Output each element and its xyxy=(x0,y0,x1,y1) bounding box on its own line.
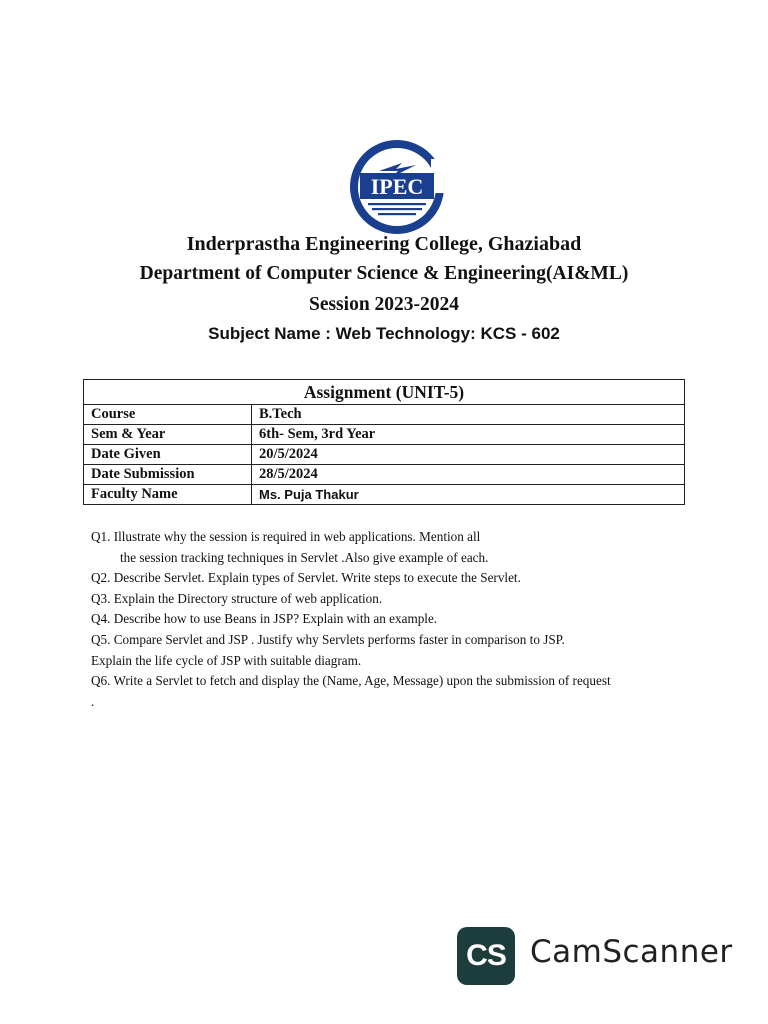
question-q5-continued: Explain the life cycle of JSP with suitable diagram. xyxy=(91,652,362,668)
question-q5: Q5. Compare Servlet and JSP . Justify why Servlets performs faster in comparison to JSP. xyxy=(91,631,565,647)
camscanner-badge-icon: CS xyxy=(457,927,515,985)
row-value: Ms. Puja Thakur xyxy=(252,485,685,505)
question-q2: Q2. Describe Servlet. Explain types of Servlet. Write steps to execute the Servlet. xyxy=(91,570,521,586)
question-q6-continued: . xyxy=(91,693,95,709)
table-row xyxy=(84,485,685,505)
row-label: Faculty Name xyxy=(84,485,252,505)
question-q1: Q1. Illustrate why the session is required in web applications. Mention all xyxy=(91,529,481,544)
question-q6: Q6. Write a Servlet to fetch and display the (Name, Age, Message) upon the submission of request xyxy=(91,673,611,689)
row-label: Course xyxy=(84,405,252,425)
table-row xyxy=(84,425,685,445)
session-label: Session 2023-2024 xyxy=(308,294,460,315)
row-value: B.Tech xyxy=(252,405,685,425)
question-list xyxy=(91,527,691,712)
table-row xyxy=(84,465,685,485)
table-row xyxy=(84,445,685,465)
question-q3: Q3. Explain the Directory structure of web application. xyxy=(91,590,383,606)
row-label: Sem & Year xyxy=(84,425,252,445)
row-label: Date Given xyxy=(84,445,252,465)
question-q4: Q4. Describe how to use Beans in JSP? Explain with an example. xyxy=(91,611,438,627)
subject-name: Subject Name : Web Technology: KCS - 602 xyxy=(208,324,560,343)
assignment-table xyxy=(83,379,685,505)
department-name: Department of Computer Science & Engineering(AI&ML) xyxy=(139,263,629,284)
camscanner-wordmark: CamScanner xyxy=(530,934,733,970)
row-value: 20/5/2024 xyxy=(252,445,685,465)
table-row xyxy=(84,405,685,425)
logo-text: IPEC xyxy=(370,174,424,199)
row-value: 6th- Sem, 3rd Year xyxy=(252,425,685,445)
college-name: Inderprastha Engineering College, Ghaziabad xyxy=(186,233,582,255)
row-label: Date Submission xyxy=(84,465,252,485)
assignment-title: Assignment (UNIT-5) xyxy=(84,380,685,405)
college-logo xyxy=(346,139,448,235)
question-q1-continued: the session tracking techniques in Servlet .Also give example of each. xyxy=(120,549,489,565)
row-value: 28/5/2024 xyxy=(252,465,685,485)
